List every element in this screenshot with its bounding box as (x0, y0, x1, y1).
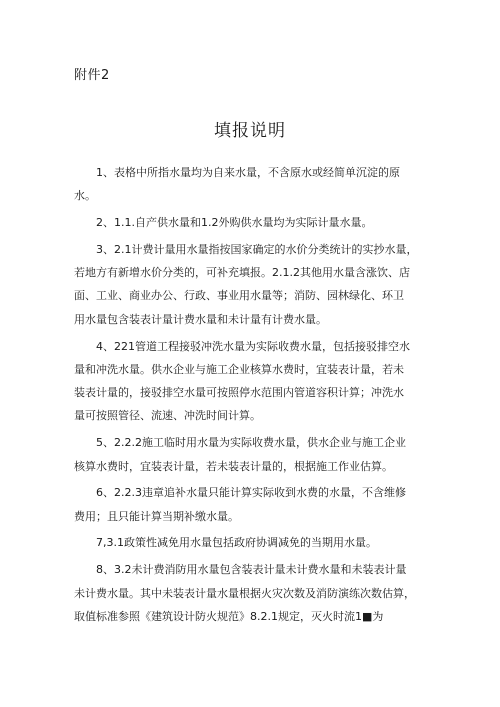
paragraph-line: 2、1.1.自产供水量和1.2外购供水量均为实际计量水量。 (96, 216, 373, 230)
paragraph (74, 161, 430, 208)
document-title: 填报说明 (214, 121, 286, 141)
paragraph (74, 531, 430, 554)
paragraph-line: 5、2.2.2施工临时用水量为实际收费水量，供水企业与施工企业 (96, 436, 406, 450)
paragraph (74, 335, 430, 428)
attachment-label: 附件2 (74, 68, 110, 83)
paragraph-line: 用水量包含装表计量计费水量和未计量有计费水量。 (74, 312, 327, 326)
paragraph-line: 1、表格中所指水量均为自来水量，不含原水或经简单沉淀的原 (96, 166, 400, 179)
paragraph-line: 取值标准参照《建筑设计防火规范》8.2.1规定，灭火时流1■为 (74, 609, 384, 623)
paragraph (74, 238, 430, 331)
paragraph (74, 211, 430, 234)
paragraph-line: 7,3.1政策性减免用水量包括政府协调减免的当期用水量。 (96, 536, 377, 550)
paragraph (74, 431, 430, 478)
paragraph-line: 量可按照管径、流速、冲洗时间计算。 (74, 409, 261, 423)
paragraph-line: 3、2.1计费计量用水量指按国家确定的水价分类统计的实抄水量， (96, 242, 418, 256)
document-body (74, 161, 430, 632)
paragraph-line: 8、3.2未计费消防用水量包含装表计量未计费水量和未装表计量 (96, 563, 407, 577)
paragraph-line: 费用；且只能计算当期补缴水量。 (74, 509, 239, 523)
paragraph-line: 若地方有新增水价分类的，可补充填报。2.1.2其他用水量含涨饮、店 (74, 266, 410, 280)
paragraph-line: 核算水费时，宜装表计量，若未装表计量的，根据施工作业估算。 (74, 459, 393, 473)
paragraph-line: 4、221管道工程接驳冲洗水量为实际收费水量，包括接驳排空水 (96, 339, 410, 353)
paragraph-line: 水。 (74, 189, 96, 203)
paragraph (74, 481, 430, 528)
paragraph-line: 量和冲洗水量。供水企业与施工企业核算水费时，宜装表计量，若未 (74, 362, 404, 376)
paragraph-line: 面、工业、商业办公、行政、事业用水量等；消防、园林绿化、环卫 (74, 289, 404, 303)
paragraph (74, 558, 430, 628)
paragraph-line: 未计费水量。其中未装表计量水量根据火灾次数及消防演练次数估算， (74, 586, 415, 600)
paragraph-line: 6、2.2.3违章追补水量只能计算实际收到水费的水量，不含维修 (96, 486, 406, 500)
paragraph-line: 装表计量的，接驳排空水量可按照停水范围内管道容积计算；冲洗水 (74, 386, 404, 400)
